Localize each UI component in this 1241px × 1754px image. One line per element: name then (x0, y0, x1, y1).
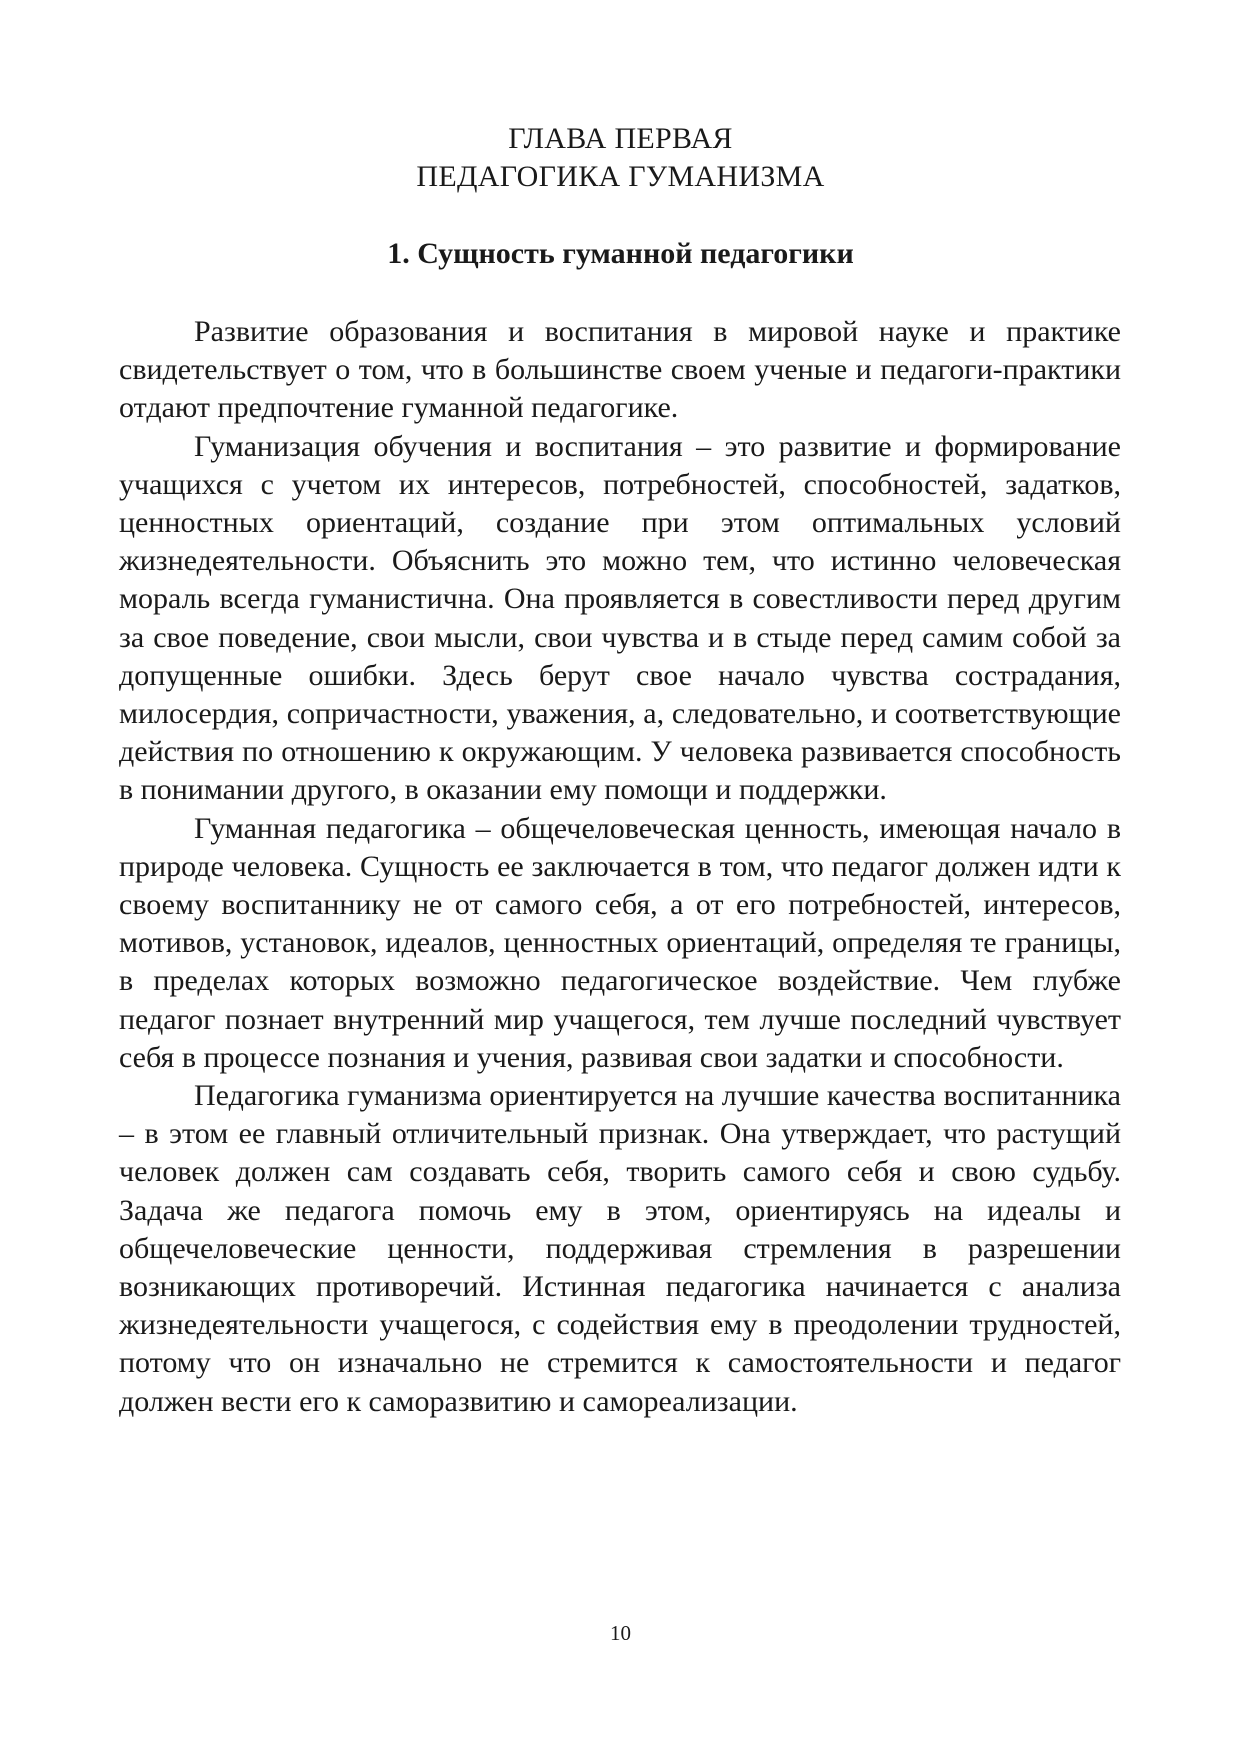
paragraph: Педагогика гуманизма ориентируется на лучшие качества воспитанника – в этом ее главный отличительный признак. Она утверждает, что растущий человек должен сам создавать себя, творить самого себя и свою судьбу. Задача же педагога помочь ему в этом, ориентируясь на идеалы и общечеловеческие ценности, поддерживая стремления в разрешении возникающих противоречий. Истинная педагогика начинается с анализа жизнедеятельности учащегося, с содействия ему в преодолении трудностей, потому что он изначально не стремится к самостоятельности и педагог должен вести его к саморазвитию и самореализации. (119, 1079, 1121, 1418)
page-number: 10 (610, 1621, 631, 1645)
section-title: 1. Сущность гуманной педагогики (387, 237, 854, 270)
body-text (119, 313, 1121, 1421)
chapter-title: ПЕДАГОГИКА ГУМАНИЗМА (416, 160, 825, 193)
paragraph: Гуманная педагогика – общечеловеческая ценность, имеющая начало в природе человека. Сущность ее заключается в том, что педагог должен идти к своему воспитаннику не от самого себя, а от его потребностей, интересов, мотивов, установок, идеалов, ценностных ориентаций, определяя те границы, в пределах которых возможно педагогическое воздействие. Чем глубже педагог познает внутренний мир учащегося, тем лучше последний чувствует себя в процессе познания и учения, развивая свои задатки и способности. (119, 811, 1121, 1074)
chapter-heading (0, 120, 1241, 196)
chapter-label: ГЛАВА ПЕРВАЯ (508, 122, 733, 155)
paragraph: Развитие образования и воспитания в мировой науке и практике свидетельствует о том, что в большинстве своем ученые и педагоги-практики отдают предпочтение гуманной педагогике. (119, 315, 1121, 425)
paragraph: Гуманизация обучения и воспитания – это развитие и формирование учащихся с учетом их интересов, потребностей, способностей, задатков, ценностных ориентаций, создание при этом оптимальных условий жизнедеятельности. Объяснить это можно тем, что истинно человеческая мораль всегда гуманистична. Она проявляется в совестливости перед другим за свое поведение, свои мысли, свои чувства и в стыде перед самим собой за допущенные ошибки. Здесь берут свое начало чувства сострадания, милосердия, сопричастности, уважения, а, следовательно, и соответствующие действия по отношению к окружающим. У человека развивается способность в понимании другого, в оказании ему помощи и поддержки. (119, 429, 1121, 807)
